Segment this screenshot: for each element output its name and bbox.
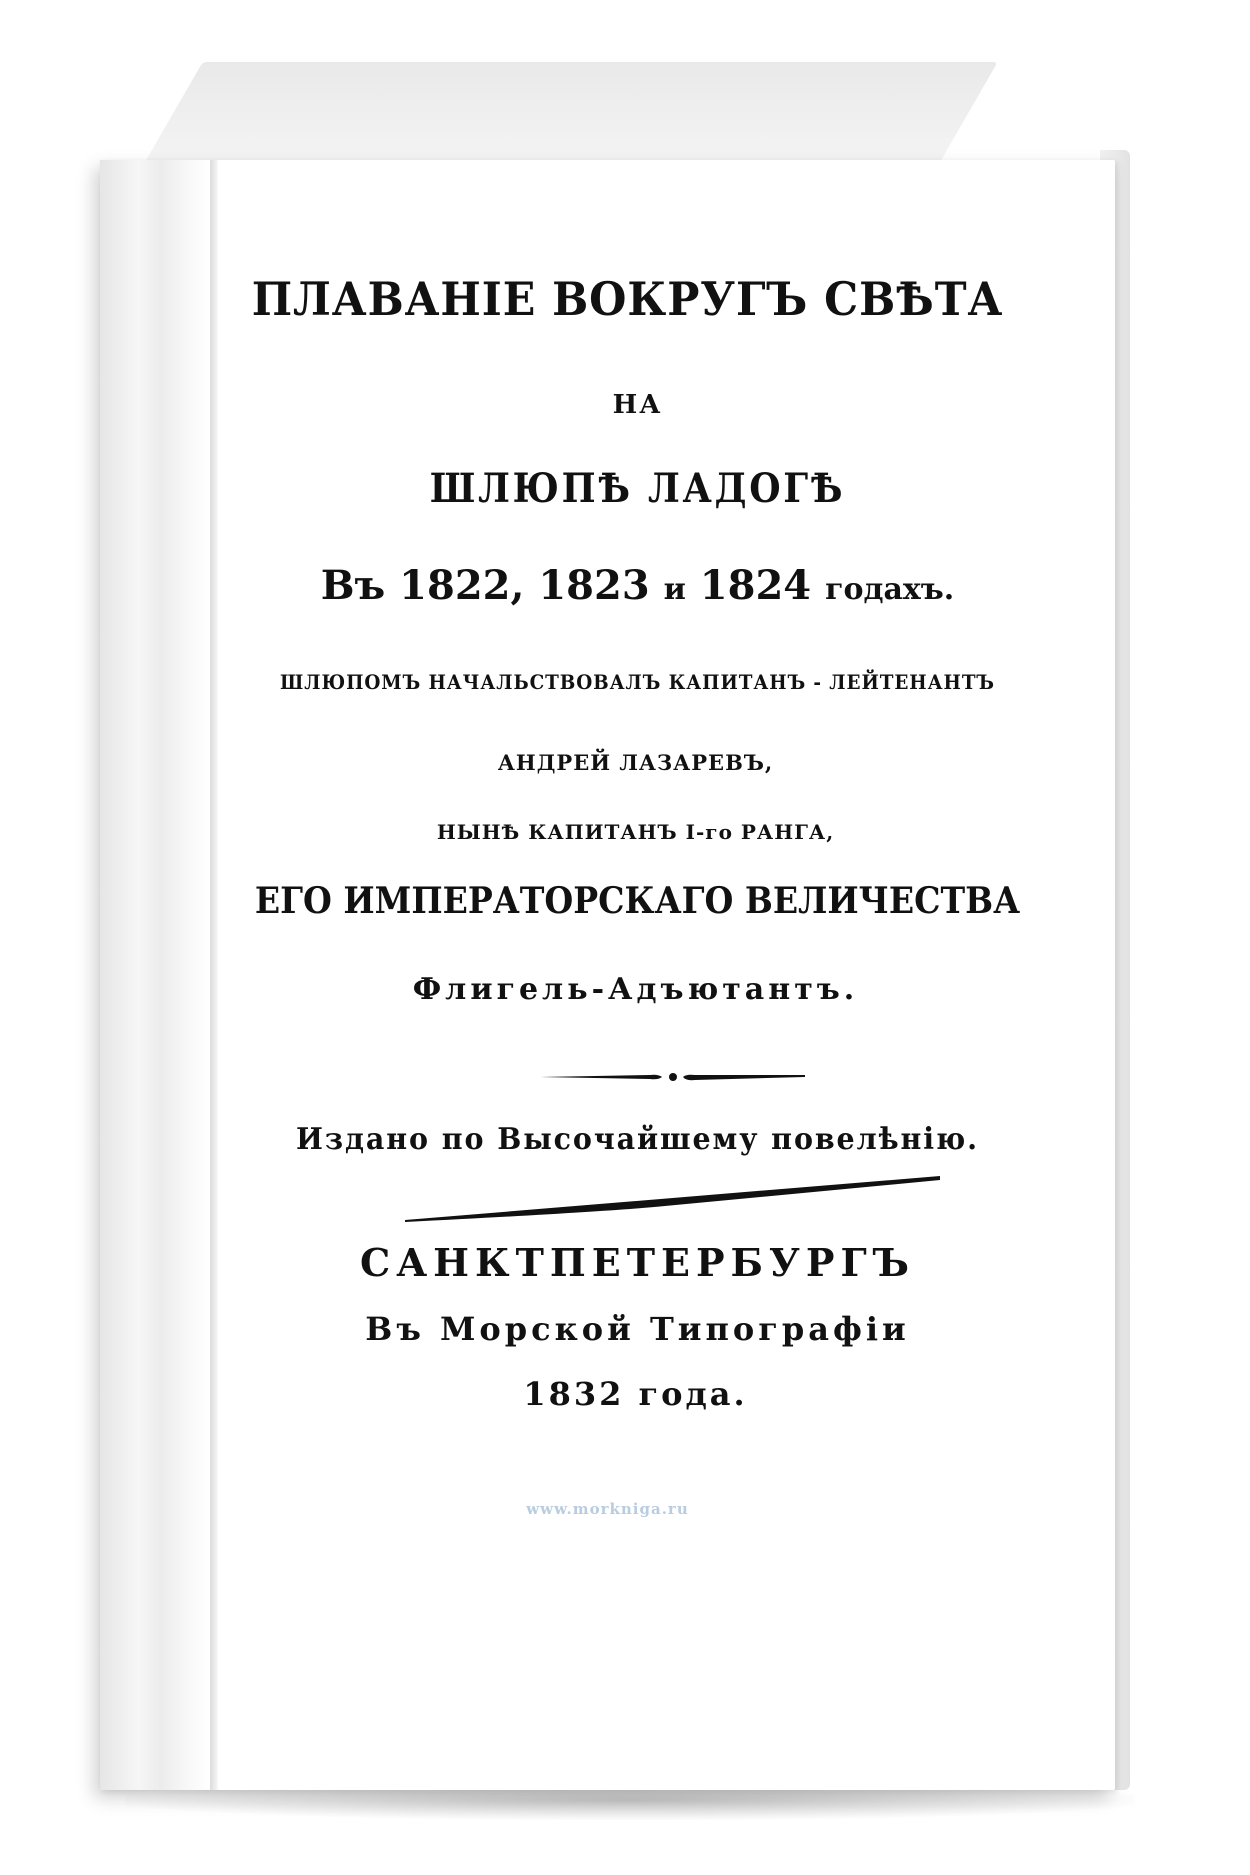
- imprint-city: САНКТПЕТЕРБУРГЪ: [359, 1240, 916, 1285]
- imprint-year: 1832 года.: [523, 1375, 748, 1413]
- ornament-divider: [540, 1065, 805, 1089]
- author-name: АНДРЕЙ ЛАЗАРЕВЪ,: [497, 750, 774, 775]
- book-title: ПЛАВАНIЕ ВОКРУГЪ СВѢТА: [251, 272, 1004, 326]
- book-top-edge: [145, 62, 998, 162]
- title-line-commander: ШЛЮПОМЪ НАЧАЛЬСТВОВАЛЪ КАПИТАНЪ - ЛЕЙТЕНАНТЪ: [280, 670, 995, 694]
- imprint-printer: Въ Морской Типографiи: [365, 1310, 910, 1348]
- watermark-text: www.morkniga.ru: [526, 1500, 689, 1518]
- thick-rule: [405, 1172, 940, 1222]
- title-line-adjutant: Флигель-Адъютантъ.: [412, 972, 859, 1007]
- years-last: 1824: [685, 562, 826, 609]
- years-suffix: годахъ.: [825, 572, 955, 607]
- title-page: [100, 160, 1115, 1790]
- title-line-years: [130, 562, 1145, 609]
- years-prefix: Въ 1822, 1823: [320, 562, 664, 609]
- author-rank: НЫНѢ КАПИТАНЪ I-го РАНГА,: [436, 820, 835, 844]
- title-line-ship: ШЛЮПѢ ЛАДОГѢ: [429, 465, 846, 512]
- title-line-na: НА: [612, 390, 663, 420]
- book-cover: [100, 160, 1115, 1790]
- title-line-majesty: ЕГО ИМПЕРАТОРСКАГО ВЕЛИЧЕСТВА: [254, 880, 1021, 922]
- years-and: и: [663, 572, 686, 607]
- title-line-published: Издано по Высочайшему повелѣнiю.: [296, 1122, 979, 1157]
